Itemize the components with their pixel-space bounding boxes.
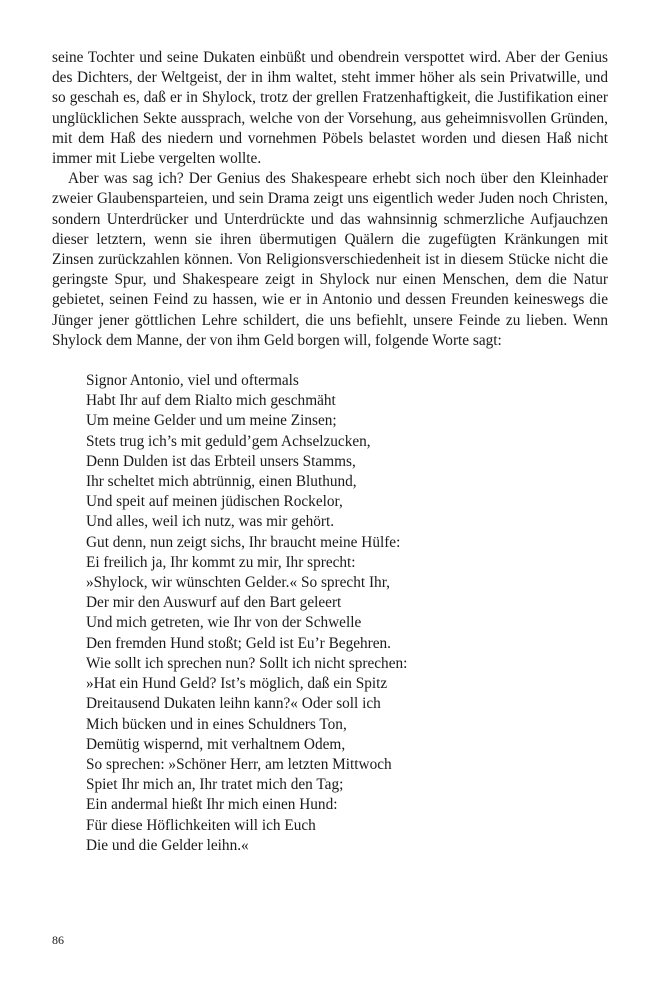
verse-line: Ihr scheltet mich abtrünnig, einen Bluthund,: [86, 473, 357, 491]
verse-line: Demütig wispernd, mit verhaltnem Odem,: [86, 735, 346, 753]
verse-line: Dreitausend Dukaten leihn kann?« Oder soll ich: [86, 695, 381, 713]
book-page: [52, 48, 608, 856]
verse-line: Für diese Höflichkeiten will ich Euch: [86, 816, 316, 834]
verse-line: So sprechen: »Schöner Herr, am letzten Mittwoch: [86, 755, 392, 773]
verse-line: Und alles, weil ich nutz, was mir gehört.: [86, 513, 335, 531]
verse-line: Stets trug ich’s mit geduld’gem Achselzucken,: [86, 432, 371, 450]
verse-line: Wie sollt ich sprechen nun? Sollt ich nicht sprechen:: [86, 654, 408, 672]
verse-line: Mich bücken und in eines Schuldners Ton,: [86, 715, 347, 733]
verse-line: Gut denn, nun zeigt sichs, Ihr braucht meine Hülfe:: [86, 533, 401, 551]
paragraph-shakespeare-genius: Aber was sag ich? Der Genius des Shakespeare erhebt sich noch über den Kleinhader zweier Glaubensparteien, und sein Drama zeigt uns eigentlich weder Juden noch Christen, sondern Unterdrücker und Unterdrückte und das wahnsinnig schmerzliche Aufjauchzen dieser letztern, wenn sie ihren übermutigen Quälern die zugefügten Kränkungen mit Zinsen zurückzahlen können. Von Religionsverschiedenheit ist in diesem Stücke nicht die geringste Spur, und Shakespeare zeigt in Shylock nur einen Menschen, dem die Natur gebietet, seinen Feind zu hassen, wie er in Antonio und dessen Freunden keineswegs die Jünger jener göttlichen Lehre schildert, die uns befiehlt, unsere Feinde zu lieben. Wenn Shylock dem Manne, der von ihm Geld borgen will, folgende Worte sagt:: [52, 170, 608, 349]
paragraph-continuation: seine Tochter und seine Dukaten einbüßt und obendrein verspottet wird. Aber der Genius des Dichters, der Weltgeist, der in ihm waltet, steht immer höher als sein Privatwille, und so geschah es, daß er in Shylock, trotz der grellen Fratzenhaftigkeit, die Justifikation einer unglücklichen Sekte aussprach, welche von der Vorsehung, aus geheimnisvollen Gründen, mit dem Haß des niedern und vornehmen Pöbels belastet worden und diesen Haß nicht immer mit Liebe vergelten wollte.: [52, 49, 608, 168]
verse-line: Und mich getreten, wie Ihr von der Schwelle: [86, 614, 362, 632]
verse-line: Ein andermal hießt Ihr mich einen Hund:: [86, 796, 338, 814]
verse-line: Den fremden Hund stoßt; Geld ist Eu’r Begehren.: [86, 634, 392, 652]
verse-line: »Hat ein Hund Geld? Ist’s möglich, daß ein Spitz: [86, 675, 388, 693]
verse-line: »Shylock, wir wünschten Gelder.« So sprecht Ihr,: [86, 574, 390, 592]
verse-line: Und speit auf meinen jüdischen Rockelor,: [86, 493, 343, 511]
verse-line: Signor Antonio, viel und oftermals: [86, 372, 299, 390]
verse-line: Denn Dulden ist das Erbteil unsers Stamms,: [86, 452, 356, 470]
verse-line: Spiet Ihr mich an, Ihr tratet mich den Tag;: [86, 776, 344, 794]
page-number: 86: [52, 933, 64, 947]
verse-line: Die und die Gelder leihn.«: [86, 836, 249, 854]
prose-body: [52, 48, 608, 351]
verse-line: Der mir den Auswurf auf den Bart geleert: [86, 594, 342, 612]
verse-line: Habt Ihr auf dem Rialto mich geschmäht: [86, 392, 336, 410]
verse-line: Um meine Gelder und um meine Zinsen;: [86, 412, 337, 430]
verse-line: Ei freilich ja, Ihr kommt zu mir, Ihr sprecht:: [86, 553, 356, 571]
verse-quotation: [52, 371, 608, 856]
